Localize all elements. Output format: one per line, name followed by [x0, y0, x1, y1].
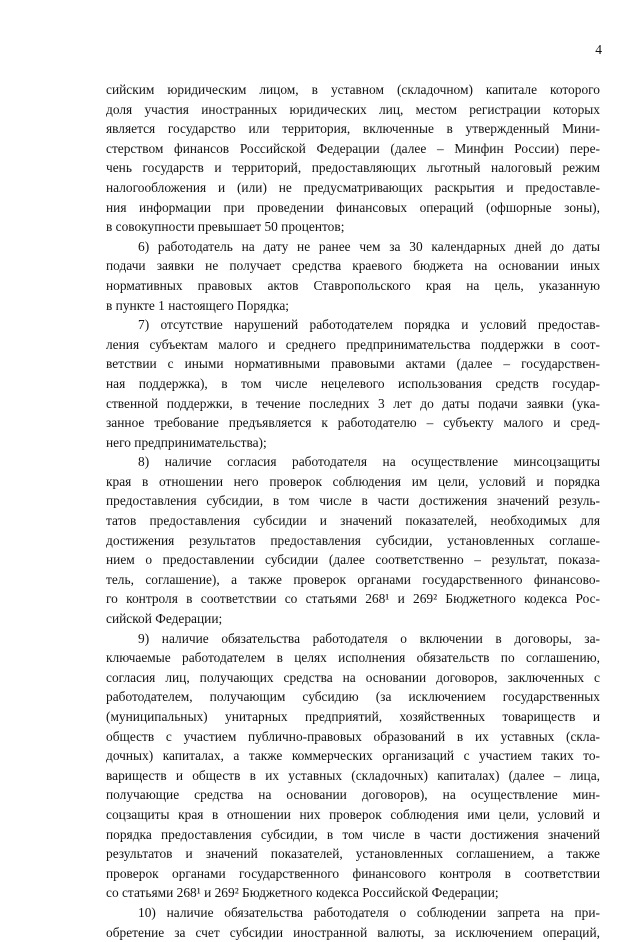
text-line: него предпринимательства); — [106, 434, 267, 450]
text-line: ключаемые работодателем в целях исполнения обязательств по соглашению, — [106, 650, 600, 666]
paragraph-p-7 — [106, 315, 600, 452]
paragraph-p-9 — [106, 629, 600, 903]
text-line: сийской Федерации; — [106, 611, 223, 627]
text-line: чень государств и территорий, предоставляющих льготный налоговый режим — [106, 160, 600, 176]
text-line: обществ с участием публично-правовых образований в их уставных (скла- — [106, 728, 600, 744]
text-line: налогообложения и (или) не предусматривающих раскрытия и предоставле- — [106, 179, 600, 195]
text-line: сийским юридическим лицом, в уставном (складочном) капитале которого — [106, 82, 600, 97]
paragraph-p-continuation — [106, 80, 600, 237]
text-line: обретение за счет субсидии иностранной валюты, за исключением операций, — [106, 924, 600, 940]
text-line: со статьями 268¹ и 269² Бюджетного кодекса Российской Федерации; — [106, 885, 499, 901]
text-line: ветствии с иными нормативными правовыми актами (далее – государствен- — [106, 356, 600, 372]
text-line: тель, соглашение), а также проверок органами государственного финансово- — [106, 571, 600, 587]
text-line: 6) работодатель на дату не ранее чем за 30 календарных дней до даты — [138, 238, 600, 254]
text-line: 9) наличие обязательства работодателя о включении в договоры, за- — [138, 630, 600, 646]
text-line: получающие средства на основании договоров), на осуществление мин- — [106, 787, 600, 803]
text-line: нием о предоставлении субсидии (далее соответственно – результат, показа- — [106, 552, 600, 568]
text-line: татов предоставления субсидии и значений показателей, необходимых для — [106, 513, 600, 529]
text-line: в пункте 1 настоящего Порядка; — [106, 297, 289, 313]
text-line: (муниципальных) унитарных предприятий, хозяйственных товариществ и — [106, 709, 600, 724]
text-line: проверок органами государственного финансового контроля в соответствии — [106, 865, 600, 881]
text-line: 10) наличие обязательства работодателя о соблюдении запрета на при- — [138, 904, 600, 920]
text-line: согласия лиц, получающих средства на основании договоров, заключенных с — [106, 669, 600, 685]
page-number: 4 — [595, 42, 602, 57]
text-line: порядка предоставления субсидии, в том числе в части достижения значений — [106, 826, 600, 842]
text-line: нормативных правовых актов Ставропольского края на цель, указанную — [106, 277, 600, 293]
text-line: го контроля в соответствии со статьями 268¹ и 269² Бюджетного кодекса Рос- — [106, 591, 600, 607]
text-line: достижения результатов предоставления субсидии, установленных соглаше- — [106, 532, 600, 548]
document-body — [106, 80, 600, 942]
text-line: ления субъектам малого и среднего предпринимательства поддержки в соот- — [106, 336, 600, 352]
text-line: края в отношении него проверок соблюдения им цели, условий и порядка — [106, 473, 600, 489]
text-line: ственной поддержки, в течение последних 3 лет до даты подачи заявки (ука- — [106, 395, 600, 411]
text-line: занное требование предъявляется к работодателю – субъекту малого и сред- — [106, 415, 600, 431]
text-line: вариществ и обществ в их уставных (складочных) капиталах) (далее – лица, — [106, 767, 600, 783]
text-line: стерством финансов Российской Федерации (далее – Минфин России) пере- — [106, 140, 600, 156]
text-line: ная поддержка), в том числе нецелевого использования средств государ- — [106, 375, 600, 391]
text-line: подачи заявки не получает средства краевого бюджета на основании иных — [106, 258, 600, 274]
text-line: в совокупности превышает 50 процентов; — [106, 219, 345, 235]
text-line: результатов и значений показателей, установленных соглашением, а также — [106, 846, 600, 862]
text-line: ния информации при проведении финансовых операций (офшорные зоны), — [106, 199, 600, 215]
text-line: 8) наличие согласия работодателя на осуществление минсоцзащиты — [138, 454, 600, 470]
text-line: является государство или территория, включенные в утвержденный Мини- — [106, 121, 600, 137]
text-line: доля участия иностранных юридических лиц, местом регистрации которых — [106, 101, 600, 117]
text-line: соцзащиты края в отношении них проверок соблюдения ими цели, условий и — [106, 806, 600, 822]
text-line: предоставления субсидии, в том числе в части достижения значений резуль- — [106, 493, 600, 509]
text-line: 7) отсутствие нарушений работодателем порядка и условий предостав- — [138, 317, 600, 333]
paragraph-p-10 — [106, 903, 600, 942]
text-line: работодателем, получающим субсидию (за исключением государственных — [106, 689, 600, 705]
paragraph-p-6 — [106, 237, 600, 315]
paragraph-p-8 — [106, 452, 600, 628]
text-line: дочных) капиталах, а также коммерческих организаций с участием таких то- — [106, 748, 600, 764]
